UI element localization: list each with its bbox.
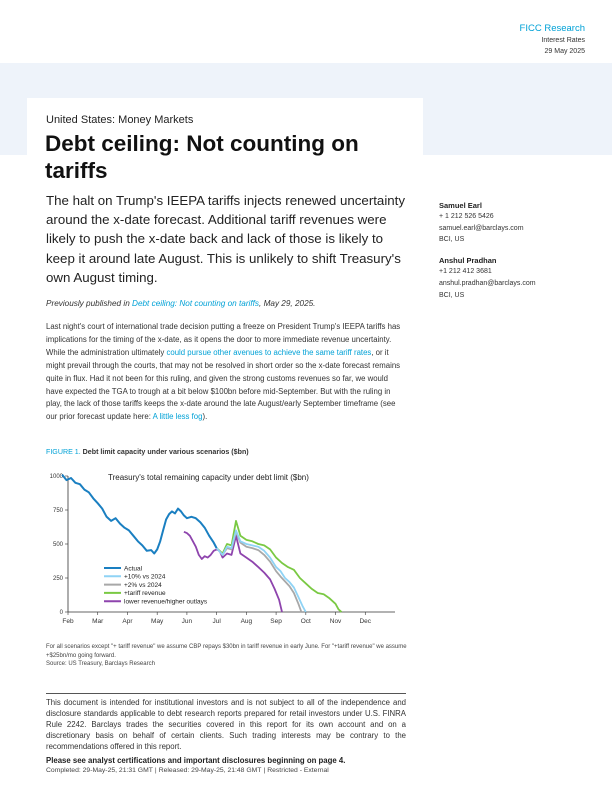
article-title: Debt ceiling: Not counting on tariffs (45, 131, 359, 183)
author-email[interactable]: anshul.pradhan@barclays.com (439, 279, 536, 287)
tariff-avenues-link[interactable]: could pursue other avenues to achieve the same tariff rates (166, 347, 372, 357)
disclaimer-text: This document is intended for institutional investors and is not subject to all of the independence and disclosure standards applicable to debt research reports prepared for retail investors under U.S. FINRA Rule 2242. Barclays trades the securities covered in this report for its own account and on a discretionary basis on behalf of certain clients. Such trading interests may be contrary to the recommendations offered in this report. (46, 698, 406, 751)
figure-title: Debt limit capacity under various scenarios ($bn) (82, 448, 249, 456)
footer-separator: | (263, 767, 266, 774)
figure-number: FIGURE 1. (46, 448, 81, 456)
article-lede: The halt on Trump's IEEPA tariffs injects renewed uncertainty around the x-date forecast. Additional tariff revenues were likely to push the x-date back and lack of those is likely to keep it around late August. This is unlikely to shift Treasury's own August timing. (46, 193, 406, 285)
y-tick-label: 0 (59, 610, 63, 617)
restriction-label: Restricted - External (267, 767, 329, 774)
x-tick-label: Jul (212, 618, 221, 625)
author-entity: BCI, US (439, 236, 465, 244)
x-tick-label: Apr (122, 618, 133, 625)
x-tick-label: Feb (62, 618, 74, 625)
figure-footnote: For all scenarios except "+ tariff revenue" we assume CBP repays $30bn in tariff revenue in early June. For "+tariff revenue" we assume +$25bn/mo going forward. (46, 644, 407, 659)
report-date: 29 May 2025 (544, 48, 585, 55)
legend-label: lower revenue/higher outlays (124, 598, 208, 606)
chart-title: Treasury's total remaining capacity under debt limit ($bn) (108, 473, 309, 482)
x-tick-label: Oct (300, 618, 311, 625)
legend-label: Actual (124, 565, 143, 573)
released-timestamp: Released: 29-May-25, 21:48 GMT (158, 767, 262, 774)
x-tick-label: Sep (270, 618, 282, 625)
debt-limit-chart (40, 466, 410, 638)
previously-suffix: , May 29, 2025. (259, 299, 316, 308)
author-card (439, 255, 599, 301)
disclaimer-divider (46, 693, 406, 694)
y-tick-label: 500 (52, 542, 63, 549)
series-line (217, 530, 306, 612)
author-card (439, 200, 599, 246)
report-header (520, 23, 585, 57)
body-text-2: , or it might prevail through the courts, that may not be resolved in short order so the x-date forecast remains quite in flux. Had it not been for this ruling, and given the strong customs revenues so far, we would have expected the TGA to trough at a bit below $100bn before mid-September. But with the ruling in play, the lack of those tariffs keeps the x-date around the late August/early September timeframe (see our prior forecast update here: (46, 347, 401, 422)
figure-notes (46, 643, 416, 669)
author-name: Anshul Pradhan (439, 256, 497, 266)
author-list (439, 200, 599, 310)
legend-label: +tariff revenue (124, 590, 166, 598)
y-tick-label: 750 (52, 508, 63, 515)
previously-prefix: Previously published in (46, 299, 133, 308)
body-text-3: ). (202, 412, 208, 422)
prior-forecast-link[interactable]: A little less fog (152, 412, 203, 422)
research-unit: FICC Research (519, 23, 585, 34)
author-email[interactable]: samuel.earl@barclays.com (439, 224, 524, 232)
author-entity: BCI, US (439, 291, 465, 299)
x-tick-label: Nov (329, 618, 342, 625)
figure-source: Source: US Treasury, Barclays Research (46, 661, 155, 667)
x-tick-label: Jun (181, 618, 193, 625)
body-text-1: Last night's court of international trade decision putting a freeze on President Trump's IEEPA tariffs has implications for the timing of the x-date, as it opens the door to more immediate revenue uncertainty. While the administration ultimately (46, 322, 401, 357)
completed-timestamp: Completed: 29-May-25, 21:31 GMT (46, 767, 153, 774)
x-tick-label: Mar (92, 618, 104, 625)
certifications-note: Please see analyst certifications and important disclosures beginning on page 4. (46, 756, 346, 765)
x-tick-label: May (151, 618, 164, 625)
y-tick-label: 250 (52, 576, 63, 583)
footer-separator: | (154, 767, 157, 774)
figure-caption (46, 448, 249, 456)
document-status-footer (46, 767, 331, 774)
legend-label: +2% vs 2024 (124, 581, 162, 589)
previously-published-link[interactable]: Debt ceiling: Not counting on tariffs (132, 299, 260, 308)
body-paragraph (46, 321, 406, 424)
y-tick-label: 1000 (49, 474, 63, 481)
x-tick-label: Aug (240, 618, 253, 625)
author-phone: + 1 212 526 5426 (439, 213, 494, 220)
author-phone: +1 212 412 3681 (439, 268, 492, 276)
previously-published-note (46, 299, 416, 308)
research-section: Interest Rates (541, 37, 585, 44)
x-tick-label: Dec (359, 618, 372, 625)
legend-label: +10% vs 2024 (124, 573, 166, 581)
author-name: Samuel Earl (439, 201, 482, 210)
article-kicker: United States: Money Markets (46, 114, 194, 126)
